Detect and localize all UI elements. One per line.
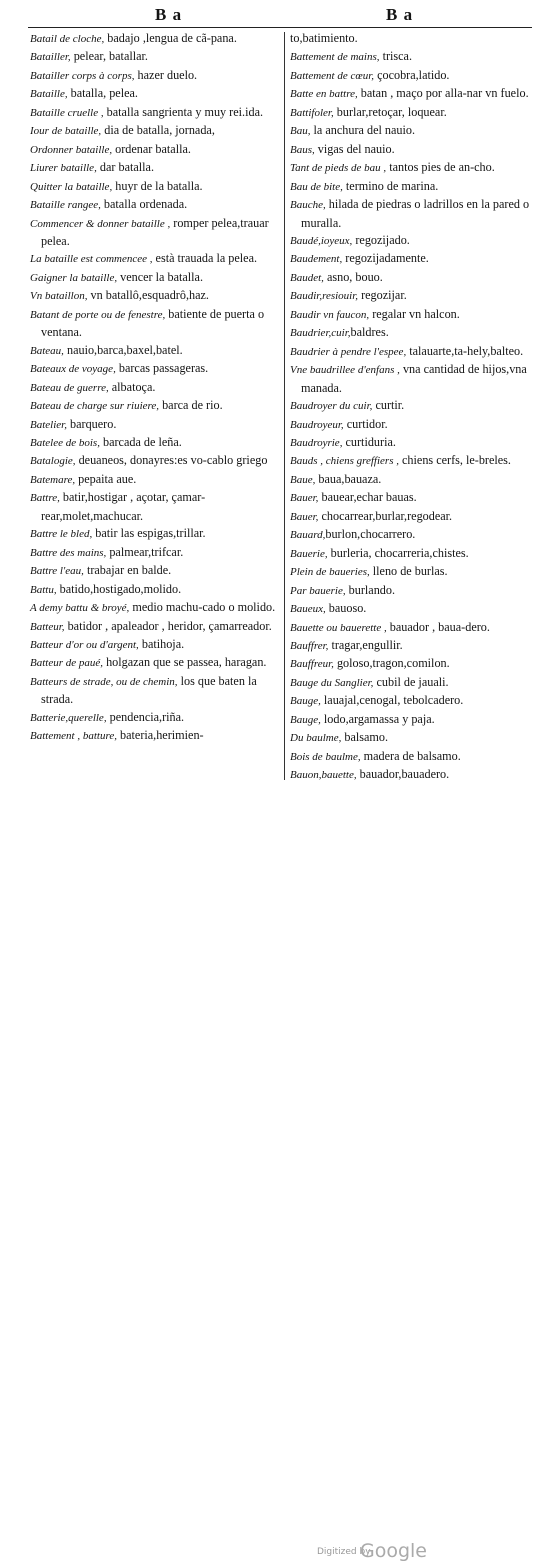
entry-definition: madera de balsamo. — [360, 748, 461, 763]
entry-definition: vna cantidad de hijos,vna manada. — [301, 362, 527, 395]
entry-definition: dar batalla. — [96, 160, 155, 175]
entry-definition: goloso,tragon,comilon. — [333, 656, 450, 671]
dictionary-entry — [290, 600, 535, 618]
dictionary-entry — [290, 122, 535, 140]
entry-definition: batan , maço por alla-nar vn fuelo. — [357, 86, 529, 101]
entry-definition: trabajar en balde. — [83, 563, 172, 578]
entry-headword: Bateau de charge sur riuiere, — [30, 400, 160, 413]
dictionary-entry — [290, 655, 535, 673]
digitized-by-label: Digitized by — [317, 1547, 371, 1557]
entry-headword: Vn bataillon, — [30, 290, 88, 303]
entry-definition: pendencia,riña. — [106, 709, 185, 724]
entry-definition: burlon,chocarrero. — [325, 527, 416, 542]
entry-headword: Baudement, — [290, 253, 343, 266]
entry-headword: Batelee de bois, — [30, 436, 100, 449]
entry-definition: çocobra,latido. — [374, 67, 450, 82]
entry-headword: Batteur, — [30, 620, 65, 633]
dictionary-entry — [290, 508, 535, 526]
entry-definition: badajo ,lengua de cã-pana. — [104, 31, 237, 45]
entry-definition: lleno de burlas. — [369, 564, 448, 579]
entry-definition: termino de marina. — [342, 178, 439, 193]
entry-definition: batiente de puerta o ventana. — [41, 306, 265, 340]
entry-headword: Bau de bite, — [290, 180, 343, 193]
dictionary-entry — [30, 636, 280, 654]
entry-definition: burlando. — [345, 582, 396, 597]
entry-headword: A demy battu & broyé, — [30, 602, 130, 615]
entry-headword: Bauge du Sanglier, — [290, 676, 374, 689]
entry-definition: burlar,retoçar, loquear. — [333, 104, 447, 119]
entry-definition: to,batimiento. — [290, 31, 358, 45]
entry-definition: bauador,bauadero. — [356, 767, 450, 782]
entry-headword: Bauer, — [290, 510, 319, 523]
entry-headword: Baudé,ioyeux, — [290, 234, 353, 247]
dictionary-entry — [290, 748, 535, 766]
entry-definition: batalla, pelea. — [67, 86, 138, 101]
dictionary-entry — [290, 67, 535, 85]
right-running-head: B a — [386, 5, 414, 24]
dictionary-entry — [30, 342, 280, 360]
dictionary-entry — [290, 674, 535, 692]
dictionary-entry — [290, 563, 535, 581]
entry-definition: curtir. — [372, 398, 405, 413]
dictionary-entry — [30, 544, 280, 562]
entry-definition: batir,hostigar , açotar, çamar-rear,molet,machucar. — [41, 490, 206, 523]
dictionary-entry — [290, 471, 535, 489]
entry-headword: Baus, — [290, 143, 315, 156]
entry-headword: Vne baudrillee d'enfans , — [290, 364, 400, 377]
entry-headword: Battement de mains, — [290, 51, 380, 64]
entry-definition: chiens cerfs, le-breles. — [398, 453, 511, 468]
dictionary-entry — [30, 581, 280, 599]
google-logo: Google — [360, 1540, 428, 1562]
entry-headword: Baudroyeur, — [290, 418, 344, 431]
dictionary-entry — [290, 452, 535, 470]
dictionary-entry — [290, 269, 535, 287]
entry-definition: tragar,engullir. — [328, 637, 403, 652]
dictionary-entry — [290, 48, 535, 66]
entry-definition: nauio,barca,baxel,batel. — [63, 342, 183, 357]
dictionary-entry — [30, 416, 280, 434]
entry-definition: barcas passageras. — [115, 361, 209, 376]
dictionary-entry — [290, 104, 535, 122]
left-column — [30, 30, 280, 746]
dictionary-entry — [30, 141, 280, 159]
dictionary-entry — [290, 434, 535, 452]
entry-definition: bauear,echar bauas. — [318, 490, 417, 505]
entry-definition: medio machu-cado o molido. — [129, 600, 276, 615]
dictionary-entry — [30, 562, 280, 580]
entry-headword: Iour de bataille, — [30, 125, 102, 138]
dictionary-entry — [290, 141, 535, 159]
entry-definition: regozijar. — [358, 288, 407, 303]
entry-headword: Bateaux de voyage, — [30, 363, 116, 376]
entry-definition: dia de batalla, jornada, — [101, 123, 215, 138]
entry-headword: Baudet, — [290, 271, 324, 284]
entry-definition: hazer duelo. — [134, 67, 198, 82]
entry-headword: Baudir vn faucon, — [290, 308, 370, 321]
dictionary-entry — [30, 104, 280, 122]
dictionary-entry — [30, 434, 280, 452]
entry-definition: bateria,herimien- — [116, 728, 204, 743]
dictionary-entry — [30, 525, 280, 543]
entry-headword: Baudir,resiouir, — [290, 290, 359, 303]
entry-headword: Baudroyer du cuir, — [290, 400, 373, 413]
entry-headword: Batteur de paué, — [30, 657, 104, 670]
entry-definition: barca de rio. — [159, 398, 223, 413]
entry-definition: bauoso. — [325, 601, 367, 616]
entry-definition: pepaita aue. — [75, 471, 137, 486]
entry-definition: palmear,trifcar. — [106, 544, 184, 559]
entry-definition: batalla ordenada. — [100, 197, 188, 212]
entry-headword: Bateau de guerre, — [30, 381, 109, 394]
entry-headword: Battement de cœur, — [290, 69, 375, 82]
dictionary-entry — [30, 196, 280, 214]
entry-definition: holgazan que se passea, haragan. — [103, 655, 267, 670]
entry-headword: Battre l'eau, — [30, 565, 84, 578]
entry-headword: Batelier, — [30, 418, 67, 431]
dictionary-entry — [30, 67, 280, 85]
entry-definition: curtidor. — [343, 416, 388, 431]
entry-headword: Plein de baueries, — [290, 566, 370, 579]
dictionary-entry — [30, 306, 280, 342]
entry-headword: Bataille rangee, — [30, 199, 101, 212]
entry-definition: bauador , baua-dero. — [386, 619, 490, 634]
dictionary-entry — [290, 489, 535, 507]
dictionary-entry — [30, 709, 280, 727]
entry-headword: Tant de pieds de bau , — [290, 162, 387, 175]
dictionary-entry — [30, 48, 280, 66]
dictionary-entry — [290, 545, 535, 563]
dictionary-entry — [290, 637, 535, 655]
entry-definition: burleria, chocarreria,chistes. — [327, 545, 469, 560]
dictionary-entry — [290, 324, 535, 342]
entry-definition: barquero. — [66, 416, 117, 431]
entry-headword: Liurer bataille, — [30, 162, 97, 175]
dictionary-entry — [290, 306, 535, 324]
entry-headword: Baueux, — [290, 603, 326, 616]
entry-headword: Battre le bled, — [30, 528, 93, 541]
dictionary-entry — [290, 397, 535, 415]
entry-headword: Bau, — [290, 125, 311, 138]
entry-definition: ordenar batalla. — [112, 141, 191, 156]
entry-definition: balsamo. — [341, 730, 389, 745]
dictionary-entry — [30, 287, 280, 305]
dictionary-entry — [290, 692, 535, 710]
entry-definition: tantos pies de an-cho. — [386, 160, 495, 175]
entry-definition: batidor , apaleador , heridor, çamarreador. — [64, 618, 272, 633]
entry-definition: regalar vn halcon. — [369, 306, 460, 321]
entry-headword: Bauon,bauette, — [290, 769, 357, 782]
dictionary-entry — [30, 250, 280, 268]
dictionary-entry — [30, 30, 280, 48]
entry-definition: batir las espigas,trillar. — [92, 526, 206, 541]
entry-headword: Par bauerie, — [290, 584, 346, 597]
dictionary-entry — [290, 711, 535, 729]
column-divider — [284, 32, 285, 780]
entry-definition: vn batallô,esquadrô,haz. — [87, 288, 209, 303]
entry-headword: Bauge, — [290, 713, 321, 726]
footer — [0, 770, 554, 1562]
header-rule — [28, 27, 532, 28]
entry-definition: baua,bauaza. — [315, 471, 382, 486]
entry-headword: Bois de baulme, — [290, 750, 361, 763]
entry-definition: regozijadamente. — [342, 251, 429, 266]
entry-definition: baldres. — [350, 325, 389, 340]
dictionary-entry — [290, 526, 535, 544]
entry-headword: Batant de porte ou de fenestre, — [30, 308, 166, 321]
entry-definition: trisca. — [379, 49, 413, 64]
dictionary-entry — [290, 343, 535, 361]
entry-headword: Bataille cruelle , — [30, 106, 104, 119]
dictionary-entry — [290, 178, 535, 196]
entry-definition: los que baten la strada. — [41, 673, 257, 707]
entry-definition: romper pelea,trauar pelea. — [41, 215, 269, 248]
dictionary-entry — [290, 85, 535, 103]
entry-definition: lauajal,cenogal, tebolcadero. — [320, 693, 464, 708]
entry-headword: Batemare, — [30, 473, 76, 486]
entry-headword: Batail de cloche, — [30, 33, 105, 45]
entry-definition: barcada de leña. — [99, 434, 182, 449]
dictionary-entry — [30, 673, 280, 709]
dictionary-entry — [30, 215, 280, 251]
entry-headword: Batalogie, — [30, 455, 76, 468]
dictionary-entry — [30, 599, 280, 617]
entry-headword: Bauche, — [290, 199, 326, 212]
entry-headword: Battre, — [30, 492, 60, 505]
entry-headword: Bauerie, — [290, 547, 328, 560]
entry-headword: Battu, — [30, 583, 57, 596]
entry-headword: Baudrier,cuir, — [290, 327, 351, 340]
entry-headword: Bauette ou bauerette , — [290, 621, 387, 634]
entry-headword: Bauge, — [290, 695, 321, 708]
entry-headword: Batteurs de strade, ou de chemin, — [30, 675, 178, 688]
entry-headword: Batailler corps à corps, — [30, 69, 135, 82]
entry-headword: Batte en battre, — [290, 88, 358, 101]
dictionary-entry — [30, 269, 280, 287]
entry-headword: Du baulme, — [290, 732, 342, 745]
dictionary-entry — [290, 287, 535, 305]
entry-headword: Baudroyrie, — [290, 436, 343, 449]
entry-definition: batido,hostigado,molido. — [56, 581, 182, 596]
entry-headword: La bataille est commencee , — [30, 253, 153, 266]
dictionary-entry — [290, 361, 535, 397]
entry-definition: la anchura del nauio. — [310, 123, 416, 138]
dictionary-entry — [290, 250, 535, 268]
entry-headword: Battifoler, — [290, 106, 334, 119]
dictionary-entry — [290, 582, 535, 600]
dictionary-entry — [290, 729, 535, 747]
entry-headword: Bauffreur, — [290, 658, 334, 671]
dictionary-entry — [30, 360, 280, 378]
dictionary-entry — [30, 122, 280, 140]
entry-headword: Battement , batture, — [30, 730, 117, 743]
entry-definition: batihoja. — [138, 636, 185, 651]
dictionary-entry — [30, 452, 280, 470]
entry-definition: pelear, batallar. — [70, 49, 148, 64]
dictionary-entry — [30, 654, 280, 672]
entry-headword: Ordonner bataille, — [30, 143, 113, 156]
entry-headword: Bauard, — [290, 529, 326, 542]
entry-definition: hilada de piedras o ladrillos en la pared o muralla. — [301, 197, 530, 230]
dictionary-entry — [30, 618, 280, 636]
dictionary-entry — [30, 379, 280, 397]
entry-definition: albatoça. — [108, 379, 156, 394]
entry-definition: lodo,argamassa y paja. — [320, 711, 435, 726]
entry-definition: està trauada la pelea. — [152, 251, 258, 266]
dictionary-entry — [290, 416, 535, 434]
entry-headword: Bataille, — [30, 88, 68, 101]
entry-headword: Batterie,querelle, — [30, 711, 107, 724]
entry-definition: cubil de jauali. — [373, 674, 449, 689]
entry-headword: Gaigner la bataille, — [30, 271, 118, 284]
entry-headword: Battre des mains, — [30, 546, 107, 559]
entry-definition: chocarrear,burlar,regodear. — [318, 508, 453, 523]
entry-definition: deuaneos, donayres:es vo-cablo griego — [75, 453, 268, 468]
dictionary-entry — [30, 397, 280, 415]
entry-definition: vencer la batalla. — [117, 269, 204, 284]
dictionary-entry — [290, 159, 535, 177]
entry-definition: batalla sangrienta y muy rei.ida. — [103, 104, 264, 119]
right-column — [290, 30, 535, 785]
dictionary-entry — [30, 727, 280, 745]
dictionary-entry — [290, 30, 535, 48]
dictionary-entry — [30, 159, 280, 177]
dictionary-entry — [30, 85, 280, 103]
entry-headword: Bauffrer, — [290, 639, 329, 652]
entry-definition: regozijado. — [352, 232, 410, 247]
entry-definition: talauarte,ta-hely,balteo. — [406, 343, 524, 358]
dictionary-entry — [290, 196, 535, 232]
entry-headword: Batailler, — [30, 51, 71, 64]
entry-headword: Bateau, — [30, 344, 64, 357]
entry-headword: Bauds , chiens greffiers , — [290, 455, 399, 468]
entry-definition: vigas del nauio. — [314, 141, 395, 156]
dictionary-entry — [30, 471, 280, 489]
dictionary-entry — [30, 489, 280, 525]
entry-headword: Baue, — [290, 473, 316, 486]
dictionary-entry — [290, 232, 535, 250]
entry-headword: Baudrier à pendre l'espee, — [290, 345, 407, 358]
entry-definition: huyr de la batalla. — [112, 178, 203, 193]
entry-headword: Bauer, — [290, 492, 319, 505]
dictionary-entry — [30, 178, 280, 196]
entry-headword: Commencer & donner bataille , — [30, 217, 171, 230]
dictionary-entry — [290, 619, 535, 637]
left-running-head: B a — [155, 5, 183, 24]
entry-definition: asno, bouo. — [323, 269, 383, 284]
entry-headword: Quitter la bataille, — [30, 180, 113, 193]
entry-headword: Batteur d'or ou d'argent, — [30, 638, 139, 651]
entry-definition: curtiduria. — [342, 434, 396, 449]
